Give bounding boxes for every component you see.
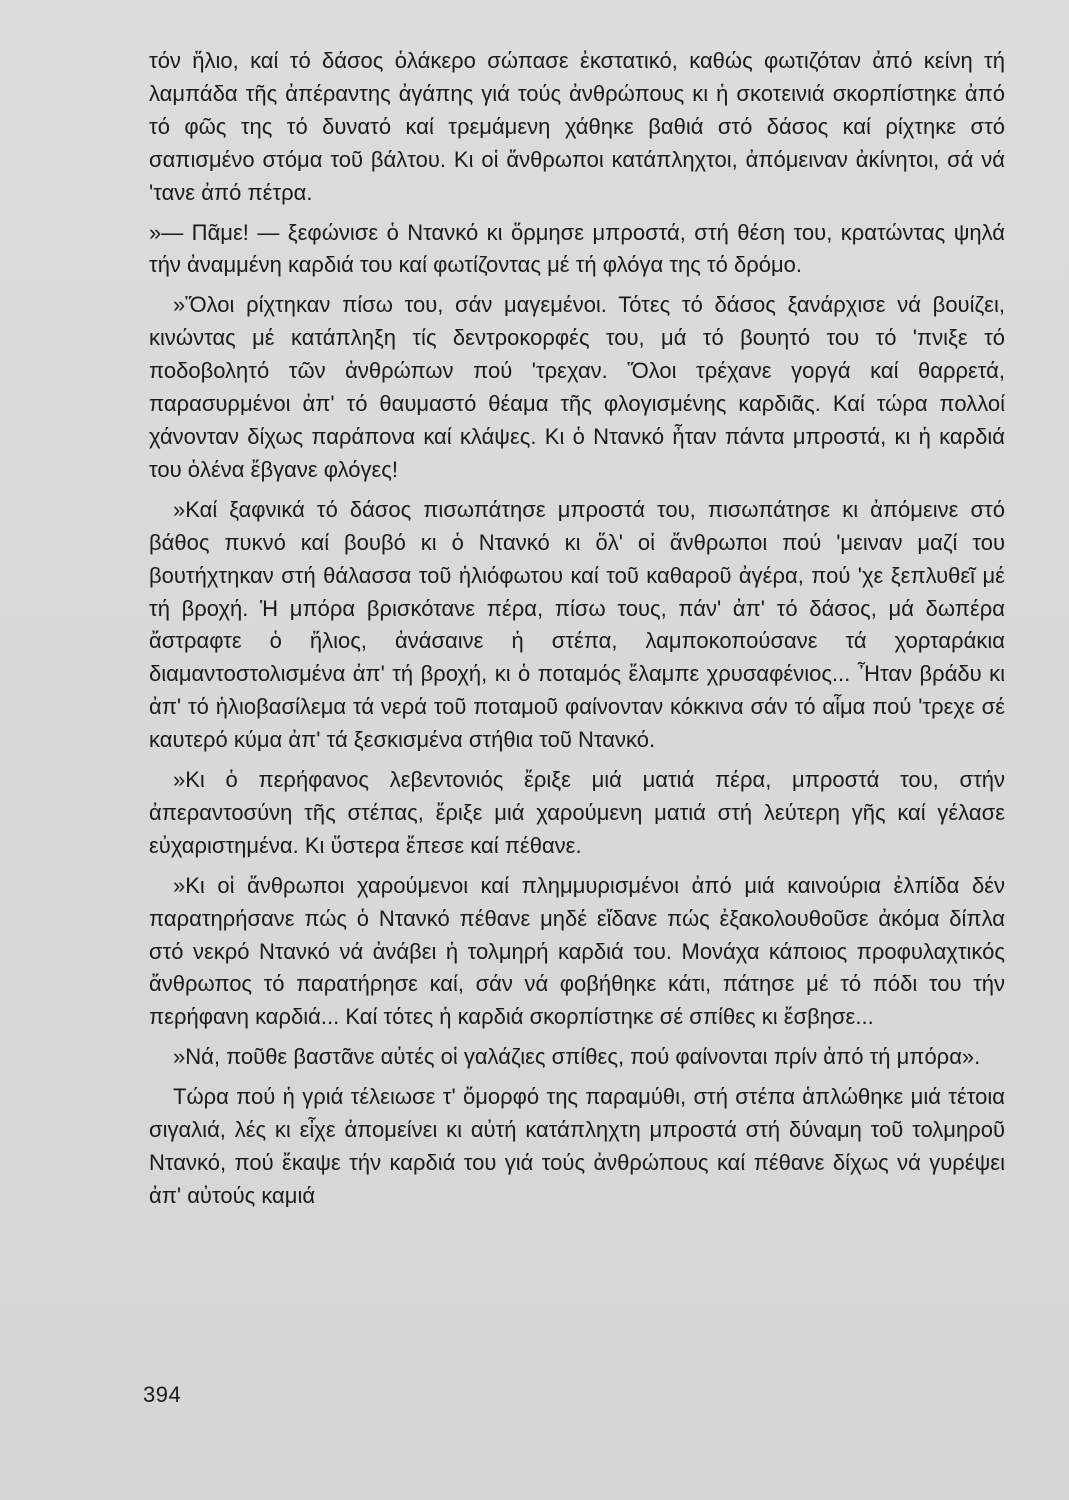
body-text (149, 45, 1005, 1213)
paragraph-5: »Κι ὁ περήφανος λεβεντονιός ἔριξε μιά ματιά πέρα, μπροστά του, στήν ἀπεραντοσύνη τῆς στέπας, ἔριξε μιά χαρούμενη ματιά στή λεύτερη γῆς καί γέλασε εὐχαριστημένα. Κι ὕστερα ἔπεσε καί πέθανε. (149, 767, 1005, 858)
paragraph-6: »Κι οἱ ἄνθρωποι χαρούμενοι καί πλημμυρισμένοι ἀπό μιά καινούρια ἐλπίδα δέν παρατηρήσανε πώς ὁ Ντανκό πέθανε μηδέ εἴδανε πώς ἐξακολουθοῦσε ἀκόμα δίπλα στό νεκρό Ντανκό νά ἀνάβει ἡ τολμηρή καρδιά του. Μονάχα κάποιος προφυλαχτικός ἄνθρωπος τό παρατήρησε καί, σάν νά φοβήθηκε κάτι, πάτησε μέ τό πόδι του τήν περήφανη καρδιά... Καί τότες ἡ καρδιά σκορπίστηκε σέ σπίθες κι ἔσβησε... (149, 872, 1005, 1030)
paragraph-8: Τώρα πού ἡ γριά τέλειωσε τ' ὄμορφό της παραμύθι, στή στέπα ἁπλώθηκε μιά τέτοια σιγαλιά, λές κι εἶχε ἀπομείνει κι αὐτή κατάπληχτη μπροστά στή δύναμη τοῦ τολμηροῦ Ντανκό, πού ἔκαψε τήν καρδιά του γιά τούς ἀνθρώπους καί πέθανε δίχως νά γυρέψει ἀπ' αὐτούς καμιά (149, 1084, 1005, 1208)
paragraph-4: »Καί ξαφνικά τό δάσος πισωπάτησε μπροστά του, πισωπάτησε κι ἀπόμεινε στό βάθος πυκνό καί βουβό κι ὁ Ντανκό κι ὅλ' οἱ ἄνθρωποι πού 'μειναν μαζί του βουτήχτηκαν στή θάλασσα τοῦ ἡλιόφωτου καί τοῦ καθαροῦ ἀγέρα, πού 'χε ξεπλυθεῖ μέ τή βροχή. Ἡ μπόρα βρισκότανε πέρα, πίσω τους, πάν' ἀπ' τό δάσος, μά δωπέρα ἄστραφτε ὁ ἥλιος, ἀνάσαινε ἡ στέπα, λαμποκοπούσανε τά χορταράκια διαμαντοστολισμένα ἀπ' τή βροχή, κι ὁ ποταμός ἔλαμπε χρυσαφένιος... Ἦταν βράδυ κι ἀπ' τό ἡλιοβασίλεμα τά νερά τοῦ ποταμοῦ φαίνονταν κόκκινα σάν τό αἷμα πού 'τρεχε σέ καυτερό κύμα ἀπ' τά ξεσκισμένα στήθια τοῦ Ντανκό. (149, 496, 1005, 753)
paragraph-1: τόν ἥλιο, καί τό δάσος ὁλάκερο σώπασε ἐκστατικό, καθώς φωτιζόταν ἀπό κείνη τή λαμπάδα τῆς ἀπέραντης ἀγάπης γιά τούς ἀνθρώπους κι ἡ σκοτεινιά σκορπίστηκε ἀπό τό φῶς της τό δυνατό καί τρεμάμενη χάθηκε βαθιά στό δάσος καί ρίχτηκε στό σαπισμένο στόμα τοῦ βάλτου. Κι οἱ ἄνθρωποι κατάπληχτοι, ἀπόμειναν ἀκίνητοι, σά νά 'τανε ἀπό πέτρα. (149, 48, 1005, 205)
paragraph-7: »Νά, ποῦθε βαστᾶνε αὐτές οἱ γαλάζιες σπίθες, πού φαίνονται πρίν ἀπό τή μπόρα». (173, 1044, 981, 1070)
paragraph-2: »— Πᾶμε! — ξεφώνισε ὁ Ντανκό κι ὅρμησε μπροστά, στή θέση του, κρατώντας ψηλά τήν ἀναμμένη καρδιά του καί φωτίζοντας μέ τή φλόγα της τό δρόμο. (149, 219, 1005, 278)
page-number: 394 (143, 1382, 182, 1407)
paragraph-3: »Ὅλοι ρίχτηκαν πίσω του, σάν μαγεμένοι. Τότες τό δάσος ξανάρχισε νά βουίζει, κινώντας μέ κατάπληξη τίς δεντροκορφές του, μά τό βουητό του τό 'πνιξε τό ποδοβολητό τῶν ἀνθρώπων πού 'τρεχαν. Ὅλοι τρέχανε γοργά καί θαρρετά, παρασυρμένοι ἀπ' τό θαυμαστό θέαμα τῆς φλογισμένης καρδιᾶς. Καί τώρα πολλοί χάνονταν δίχως παράπονα καί κλάψες. Κι ὁ Ντανκό ἦταν πάντα μπροστά, κι ἡ καρδιά του ὁλένα ἔβγανε φλόγες! (149, 292, 1005, 482)
